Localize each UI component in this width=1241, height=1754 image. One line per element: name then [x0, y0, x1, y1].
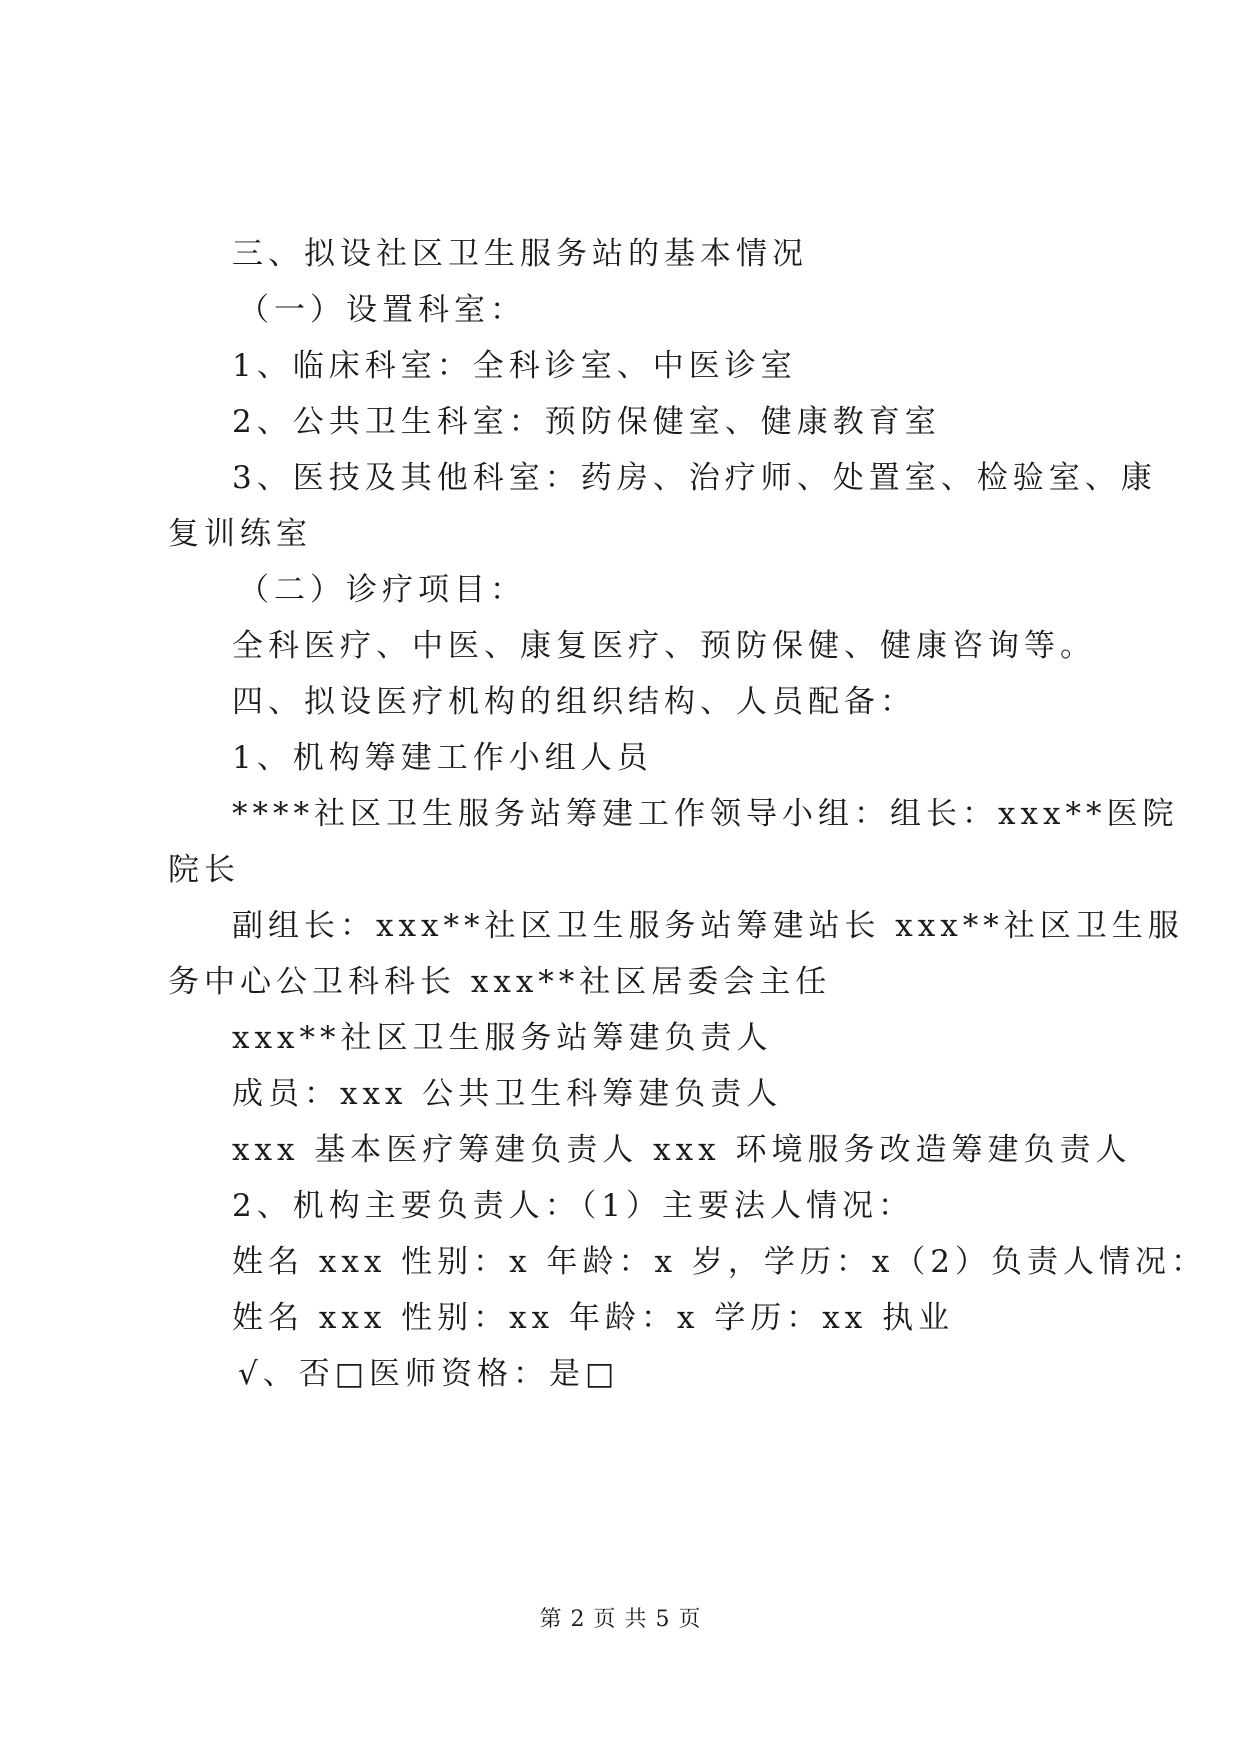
text-line: 2、公共卫生科室：预防保健室、健康教育室 [232, 404, 941, 440]
text-line: xxx**社区卫生服务站筹建负责人 [232, 1020, 773, 1056]
text-line: √、否□医师资格：是□ [238, 1356, 620, 1392]
text-line: 复训练室 [168, 516, 312, 552]
subsection-heading: （一）设置科室： [238, 292, 526, 328]
text-line: 成员：xxx 公共卫生科筹建负责人 [232, 1076, 783, 1112]
text-line: 院长 [168, 852, 240, 888]
text-line: 务中心公卫科科长 xxx**社区居委会主任 [168, 964, 832, 1000]
text-line: 3、医技及其他科室：药房、治疗师、处置室、检验室、康 [232, 460, 1157, 496]
text-line: 1、临床科室：全科诊室、中医诊室 [232, 348, 797, 384]
page-number-footer: 第 2 页 共 5 页 [539, 1607, 702, 1632]
text-line: 姓名 xxx 性别：x 年龄：x 岁，学历：x（2）负责人情况： [232, 1244, 1208, 1280]
text-line: xxx 基本医疗筹建负责人 xxx 环境服务改造筹建负责人 [232, 1132, 1132, 1168]
text-line: 1、机构筹建工作小组人员 [232, 740, 653, 776]
text-line: 2、机构主要负责人：（1）主要法人情况： [232, 1188, 914, 1224]
subsection-heading: （二）诊疗项目： [238, 572, 526, 608]
text-line: 全科医疗、中医、康复医疗、预防保健、健康咨询等。 [232, 628, 1096, 664]
text-line: 副组长：xxx**社区卫生服务站筹建站长 xxx**社区卫生服 [232, 908, 1184, 944]
text-line: 姓名 xxx 性别：xx 年龄：x 学历：xx 执业 [232, 1300, 955, 1336]
section-heading: 四、拟设医疗机构的组织结构、人员配备： [232, 684, 916, 720]
section-heading: 三、拟设社区卫生服务站的基本情况 [232, 236, 808, 272]
text-line: ****社区卫生服务站筹建工作领导小组：组长：xxx**医院 [232, 796, 1179, 832]
